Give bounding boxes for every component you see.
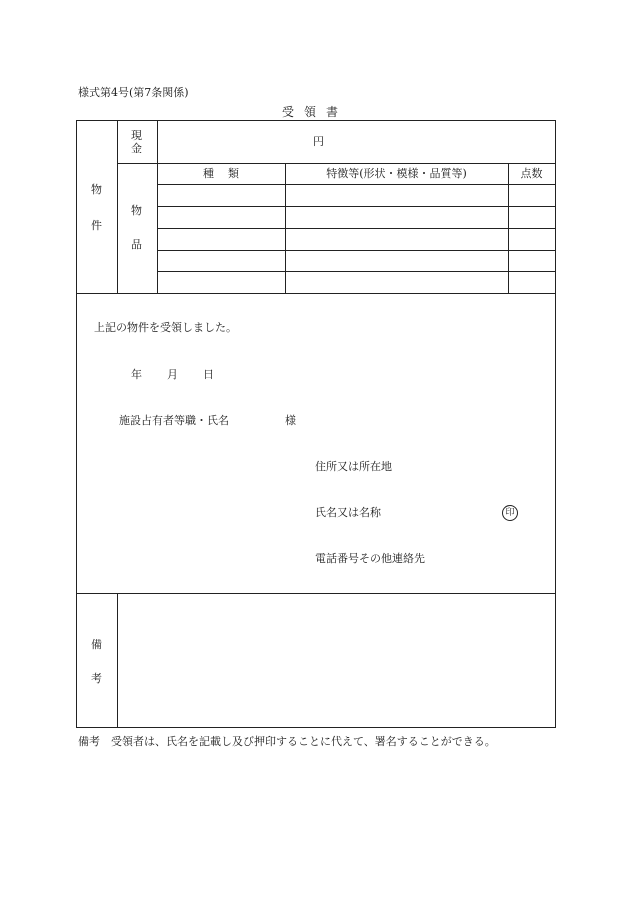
cash-label-gen: 現 (131, 129, 142, 142)
column-header-count: 点数 (520, 167, 543, 180)
goods-label-char-1 (131, 205, 142, 216)
column-header-type: 種類 (203, 167, 253, 180)
address-label: 住所又は所在地 (315, 460, 392, 473)
goods-row[interactable] (157, 229, 555, 250)
addressee-label: 施設占有者等職・氏名 (119, 414, 229, 427)
section-divider-property (77, 293, 555, 294)
remarks-field[interactable] (118, 594, 555, 727)
date-year: 年 (131, 368, 142, 381)
property-label-mono: 物 (91, 183, 102, 196)
form-title: 受領書 (281, 105, 348, 119)
goods-row[interactable] (157, 185, 555, 206)
remarks-label-char-1 (91, 639, 102, 650)
remarks-label-char-2 (91, 673, 102, 684)
receipt-statement: 上記の物件を受領しました。 (94, 321, 237, 334)
goods-row[interactable] (157, 251, 555, 271)
property-label-char-1 (91, 184, 102, 195)
property-label-border (117, 121, 118, 293)
cash-label-kin: 金 (131, 142, 142, 155)
column-header-features: 特徴等(形状・模様・品質等) (326, 167, 467, 180)
footnote: 備考 受領者は、氏名を記載し及び押印することに代えて、署名することができる。 (78, 735, 496, 748)
cash-label-char-2 (131, 143, 142, 154)
property-label-char-2 (91, 220, 102, 231)
cash-unit: 円 (313, 135, 324, 148)
property-label-ken: 件 (91, 219, 102, 232)
contact-label: 電話番号その他連絡先 (315, 552, 425, 565)
form-number: 様式第4号(第7条関係) (78, 86, 189, 99)
cash-label-char-1 (131, 130, 142, 141)
goods-label-butsu: 物 (131, 204, 142, 217)
cash-row-border (117, 163, 555, 164)
goods-row[interactable] (157, 272, 555, 293)
honorific: 様 (285, 414, 296, 427)
receipt-form-table (76, 120, 556, 728)
name-label: 氏名又は名称 (315, 506, 381, 519)
date-month: 月 (167, 368, 178, 381)
goods-label-hin: 品 (131, 238, 142, 251)
goods-row[interactable] (157, 207, 555, 228)
remarks-label-bi: 備 (91, 638, 102, 651)
seal-mark: 印 (502, 505, 518, 521)
date-day: 日 (203, 368, 214, 381)
remarks-label-kou: 考 (91, 672, 102, 685)
goods-label-char-2 (131, 239, 142, 250)
